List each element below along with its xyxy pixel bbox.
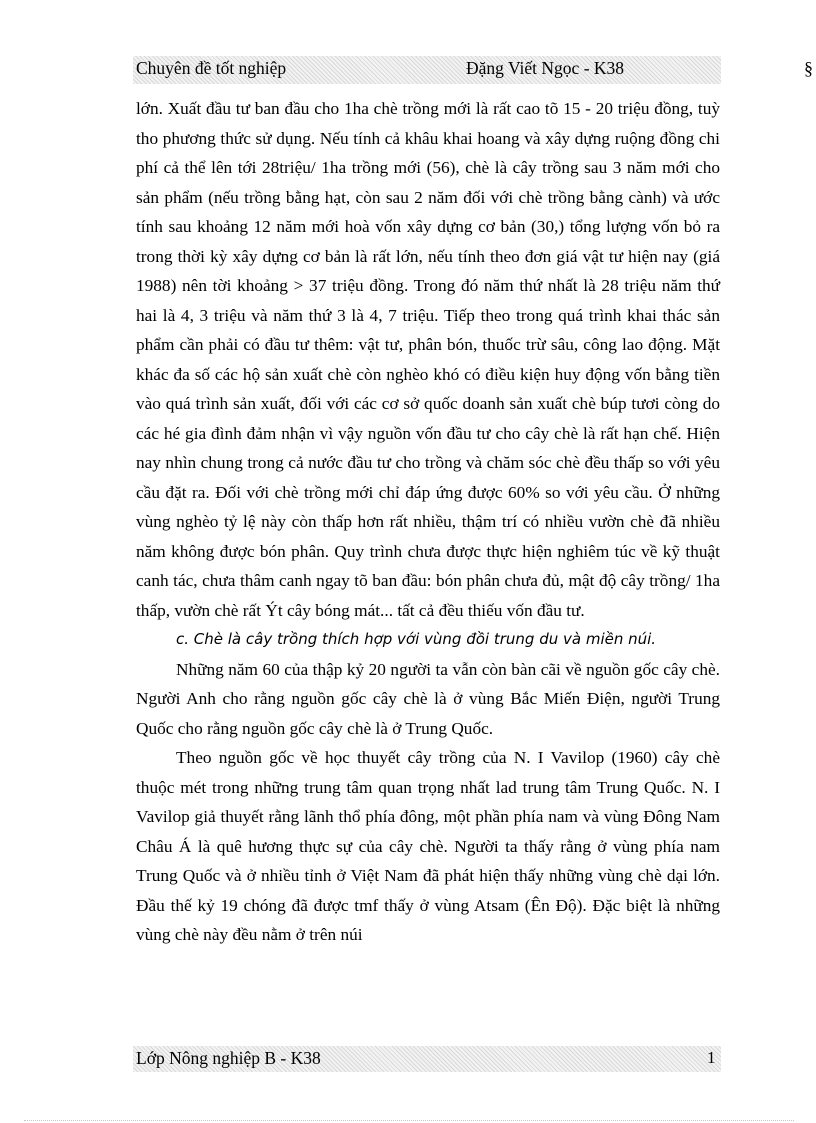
paragraph-vavilop: Theo nguồn gốc về học thuyết cây trồng của N. I Vavilop (1960) cây chè thuộc mét trong những trung tâm quan trọng nhất lad trung tâm Trung Quốc. N. I Vavilop giả thuyết rằng lãnh thổ phía đông, một phần phía nam và vùng Đông Nam Châu Á là quê hương thực sự của cây chè. Người ta thấy rằng ở vùng phía nam Trung Quốc và ở nhiều tỉnh ở Việt Nam đã phát hiện thấy những vùng chè dại lớn. Đầu thế kỷ 19 chóng đã được tmf thấy ở vùng Atsam (Ên Độ). Đặc biệt là những vùng chè này đều nằm ở trên núi [136,748,720,944]
footer-class: Lớp Nông nghiệp B - K38 [136,1048,321,1068]
header-author: Đặng Viết Ngọc - K38 [466,58,625,78]
header-title: Chuyên đề tốt nghiệp [136,58,287,78]
section-heading-c: c. Chè là cây trồng thích hợp với vùng đồi trung du và miền núi. [176,630,657,648]
paragraph-origin-debate: Những năm 60 của thập kỷ 20 người ta vẫn còn bàn cãi về nguồn gốc cây chè. Người Anh cho rằng nguồn gốc cây chè là ở vùng Bắc Miến Điện, người Trung Quốc cho rằng nguồn gốc cây chè là ở Trung Quốc. [136,659,720,738]
paragraph-investment: lớn. Xuất đầu tư ban đầu cho 1ha chè trồng mới là rất cao tõ 15 - 20 triệu đồng, tuỳ tho phương thức sử dụng. Nếu tính cả khâu khai hoang và xây dựng ruộng đồng chi phí cả thể lên tới 28triệu/ 1ha trồng mới (56), chè là cây trồng sau 3 năm mới cho sản phẩm (nếu trồng bằng hạt, còn sau 2 năm đối với chè trồng bằng cành) và ước tính sau khoảng 12 năm mới hoà vốn xây dựng cơ bản (30,) tổng lượng vốn bỏ ra trong thời kỳ xây dựng cơ bản là rất lớn, nếu tính theo đơn giá vật tư hiện nay (giá 1988) nên tời khoảng > 37 triệu đồng. Trong đó năm thứ nhất là 28 triệu năm thứ hai là 4, 3 triệu và năm thứ 3 là 4, 7 triệu. Tiếp theo trong quá trình khai thác sản phẩm cần phải có đầu tư thêm: vật tư, phân bón, thuốc trừ sâu, công lao động. Mặt khác đa số các hộ sản xuất chè còn nghèo khó có điều kiện huy động vốn bằng tiền vào quá trình sản xuất, đối với các cơ sở quốc doanh sản xuất chè búp tươi còng do các hé gia đình đảm nhận vì vậy nguồn vốn đầu tư cho cây chè là rất hạn chế. Hiện nay nhìn chung trong cả nước đầu tư cho trồng và chăm sóc chè đều thấp so với yêu cầu đặt ra. Đối với chè trồng mới chỉ đáp ứng được 60% so với yêu cầu. Ở những vùng nghèo tỷ lệ này còn thấp hơn rất nhiều, thậm trí có nhiều vườn chè đã nhiều năm không được bón phân. Quy trình chưa được thực hiện nghiêm túc về kỹ thuật canh tác, chưa thâm canh ngay tõ ban đầu: bón phân chưa đủ, mật độ cây trồng/ 1ha thấp, vườn chè rất Ýt cây bóng mát... tất cả đều thiếu vốn đầu tư. [136,99,720,620]
page-number: 1 [707,1048,716,1067]
body-text [136,94,720,950]
page-bottom-divider [24,1120,794,1121]
section-mark: § [804,58,813,78]
